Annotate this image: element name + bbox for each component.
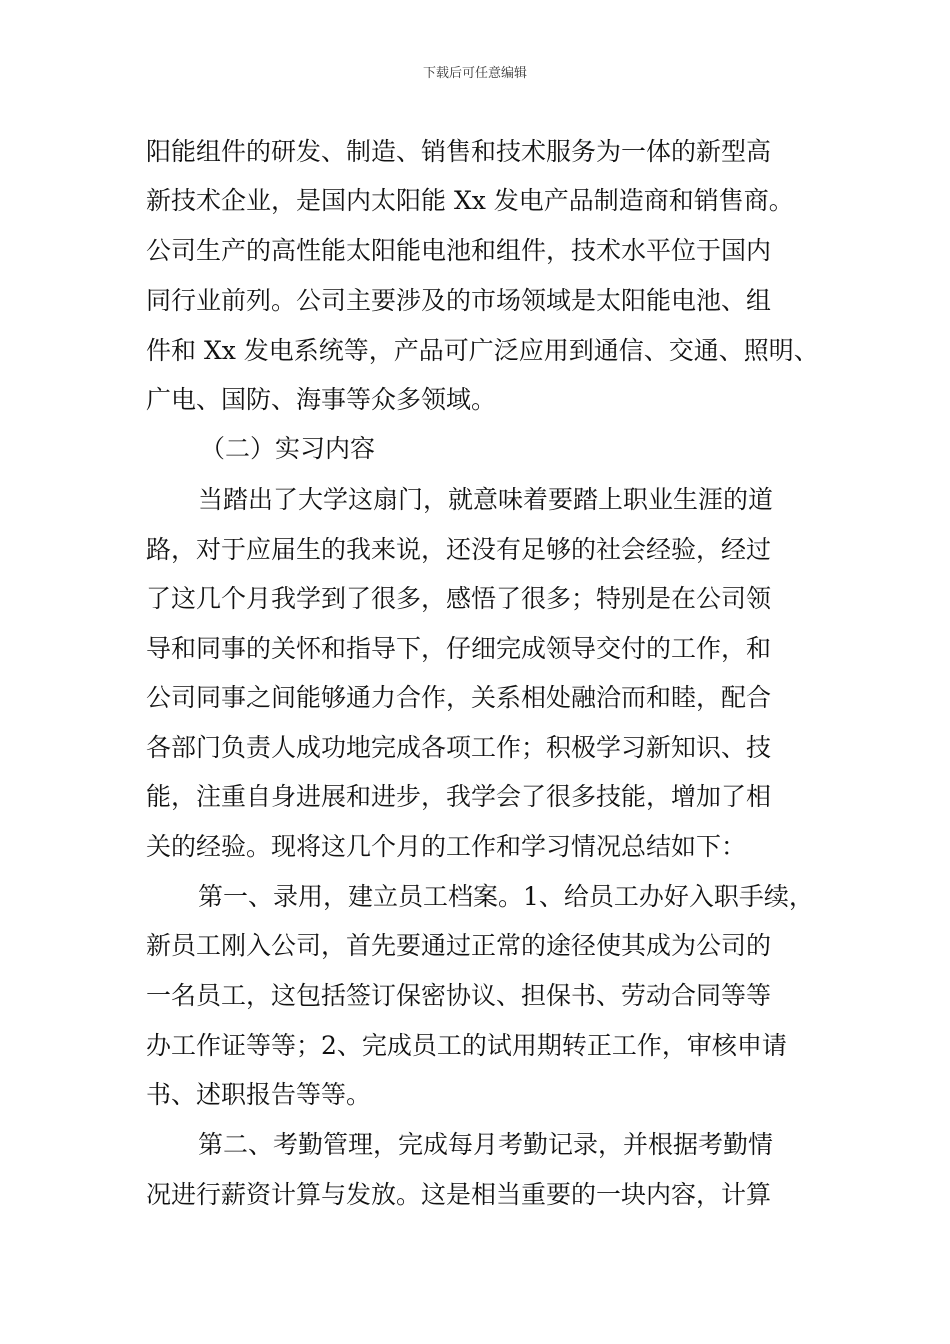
text-line: 书、述职报告等等。 xyxy=(146,1080,372,1109)
text-line: 新员工刚入公司，首先要通过正常的途径使其成为公司的 xyxy=(146,931,772,960)
page-header: 下载后可任意编辑 xyxy=(422,66,527,81)
paragraph-first-line: 第一、录用，建立员工档案。1、给员工办好入职手续， xyxy=(198,882,814,911)
text-line: 办工作证等等；2、完成员工的试用期转正工作，审核申请 xyxy=(146,1031,787,1060)
text-line: 导和同事的关怀和指导下，仔细完成领导交付的工作，和 xyxy=(146,634,772,663)
paragraph-first-line: 当踏出了大学这扇门，就意味着要踏上职业生涯的道 xyxy=(198,485,774,514)
text-line: 阳能组件的研发、制造、销售和技术服务为一体的新型高 xyxy=(146,137,772,166)
text-line: 一名员工，这包括签订保密协议、担保书、劳动合同等等 xyxy=(146,981,772,1010)
paragraph-first-line: 第二、考勤管理，完成每月考勤记录，并根据考勤情 xyxy=(198,1130,774,1159)
text-line: 公司同事之间能够通力合作，关系相处融洽而和睦，配合 xyxy=(146,683,772,712)
text-line: 件和 Xx 发电系统等，产品可广泛应用到通信、交通、照明、 xyxy=(146,336,819,365)
section-heading: （二）实习内容 xyxy=(200,434,376,463)
text-line: 了这几个月我学到了很多，感悟了很多；特别是在公司领 xyxy=(146,584,772,613)
text-line: 路，对于应届生的我来说，还没有足够的社会经验，经过 xyxy=(146,535,772,564)
text-line: 况进行薪资计算与发放。这是相当重要的一块内容，计算 xyxy=(146,1180,772,1209)
text-line: 能，注重自身进展和进步，我学会了很多技能，增加了相 xyxy=(146,782,772,811)
text-line: 公司生产的高性能太阳能电池和组件，技术水平位于国内 xyxy=(146,236,772,265)
text-line: 广电、国防、海事等众多领域。 xyxy=(146,385,497,414)
text-line: 关的经验。现将这几个月的工作和学习情况总结如下： xyxy=(146,832,747,861)
text-line: 各部门负责人成功地完成各项工作；积极学习新知识、技 xyxy=(146,733,772,762)
text-line: 新技术企业，是国内太阳能 Xx 发电产品制造商和销售商。 xyxy=(146,186,794,215)
text-line: 同行业前列。公司主要涉及的市场领域是太阳能电池、组 xyxy=(146,286,772,315)
